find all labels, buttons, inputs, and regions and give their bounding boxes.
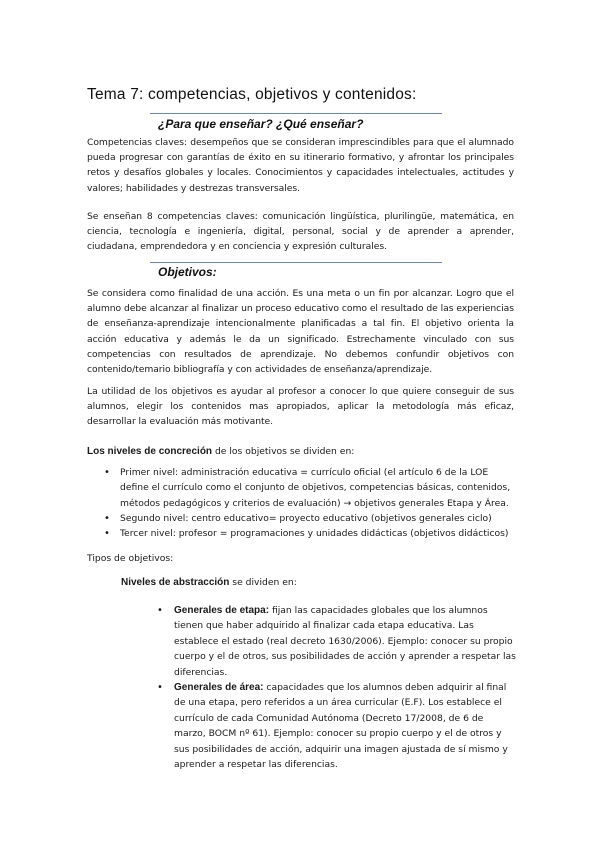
bullet-icon: • xyxy=(157,605,163,616)
objetivos-divider xyxy=(150,262,442,263)
bullet-icon: • xyxy=(104,467,110,478)
paragraph-competencias-claves: Competencias claves: desempeños que se consideran imprescindibles para que el alumnado pueda progresar con garantías de éxito en su itinerario formativo, y afrontar los principales retos y desafíos globales y locales. Conocimientos y capacidades intelectuales, actitudes y valores; habilidades y destrezas transversales. xyxy=(87,137,514,194)
title-divider xyxy=(150,113,442,114)
bullet-icon: • xyxy=(104,528,110,540)
paragraph-utilidad: La utilidad de los objetivos es ayudar al profesor a conocer lo que quiere conseguir de sus alumnos, elegir los contenidos mas apropiados, aplicar la metodología más eficaz, desarrollar la evaluación más motivante. xyxy=(87,386,514,428)
list-item xyxy=(104,526,516,541)
list-item xyxy=(104,465,516,511)
niveles-lead-rest: de los objetivos se dividen en: xyxy=(212,446,355,457)
list-item xyxy=(157,680,516,772)
niveles-lead-bold: Los niveles de concreción xyxy=(87,446,213,457)
abstraccion-lead xyxy=(121,575,297,590)
niveles-lead xyxy=(87,444,354,459)
tipos-label: Tipos de objetivos: xyxy=(87,553,174,564)
list-item-text: fijan las capacidades globales que los alumnos tienen que haber adquirido al finalizar cada etapa educativa. Las establece el estado (real decreto 1630/2006). Ejemplo: conocer su propio cuerpo y el de otros, sus posibilidades de acción y aprender a respetar las diferencias. xyxy=(174,605,516,678)
list-item-text: Tercer nivel: profesor = programaciones y unidades didácticas (objetivos didácticos) xyxy=(120,528,509,540)
list-item-text: capacidades que los alumnos deben adquirir al final de una etapa, pero referidos a un área curricular (E.F). Los establece el currículo de cada Comunidad Autónoma (Decreto 17/2008, de 6 de marzo, BOCM nº 61). Ejemplo: conocer su propio cuerpo y el de otros y sus posibilidades de acción, adquirir una imagen ajustada de sí mismo y aprender a respetar las diferencias. xyxy=(174,682,508,771)
list-item xyxy=(104,511,516,526)
list-item-text: Segundo nivel: centro educativo= proyecto educativo (objetivos generales ciclo) xyxy=(120,512,492,524)
paragraph-finalidad: Se considera como finalidad de una acción. Es una meta o un fin por alcanzar. Logro que el alumno debe alcanzar al finalizar un proceso educativo como el resultado de las experiencias de enseñanza-aprendizaje intencionalmente planificadas a tal fin. El objetivo orienta la acción educativa y además le da un significado. Estrechamente vinculado con sus competencias con resultados de aprendizaje. No debemos confundir objetivos con contenido/temario bibliografía y con actividades de enseñanza/aprendizaje. xyxy=(87,288,514,376)
section-heading-objetivos: Objetivos: xyxy=(158,265,217,279)
list-item-bold: Generales de área: xyxy=(174,682,264,694)
list-item-text: Primer nivel: administración educativa = currículo oficial (el artículo 6 de la LOE define el currículo como el conjunto de objetivos, competencias básicas, contenidos, métodos pedagógicos y criterios de evaluación) → objetivos generales Etapa y Área. xyxy=(120,467,511,509)
abstraccion-list xyxy=(157,603,516,772)
paragraph-ocho-competencias: Se enseñan 8 competencias claves: comunicación lingüística, plurilingüe, matemática, en ciencia, tecnología e ingeniería, digital, personal, social y de aprender a aprender, ciudadana, emprendedora y en conciencia y expresión culturales. xyxy=(87,211,514,253)
niveles-list xyxy=(104,465,516,541)
abstraccion-lead-bold: Niveles de abstracción xyxy=(121,577,230,588)
bullet-icon: • xyxy=(157,682,163,694)
section-heading-para-que: ¿Para que enseñar? ¿Qué enseñar? xyxy=(158,117,364,131)
abstraccion-lead-rest: se dividen en: xyxy=(229,577,297,588)
bullet-icon: • xyxy=(104,512,110,524)
list-item-bold: Generales de etapa: xyxy=(174,605,270,616)
page-title: Tema 7: competencias, objetivos y contenidos: xyxy=(87,86,417,103)
list-item xyxy=(157,603,516,680)
